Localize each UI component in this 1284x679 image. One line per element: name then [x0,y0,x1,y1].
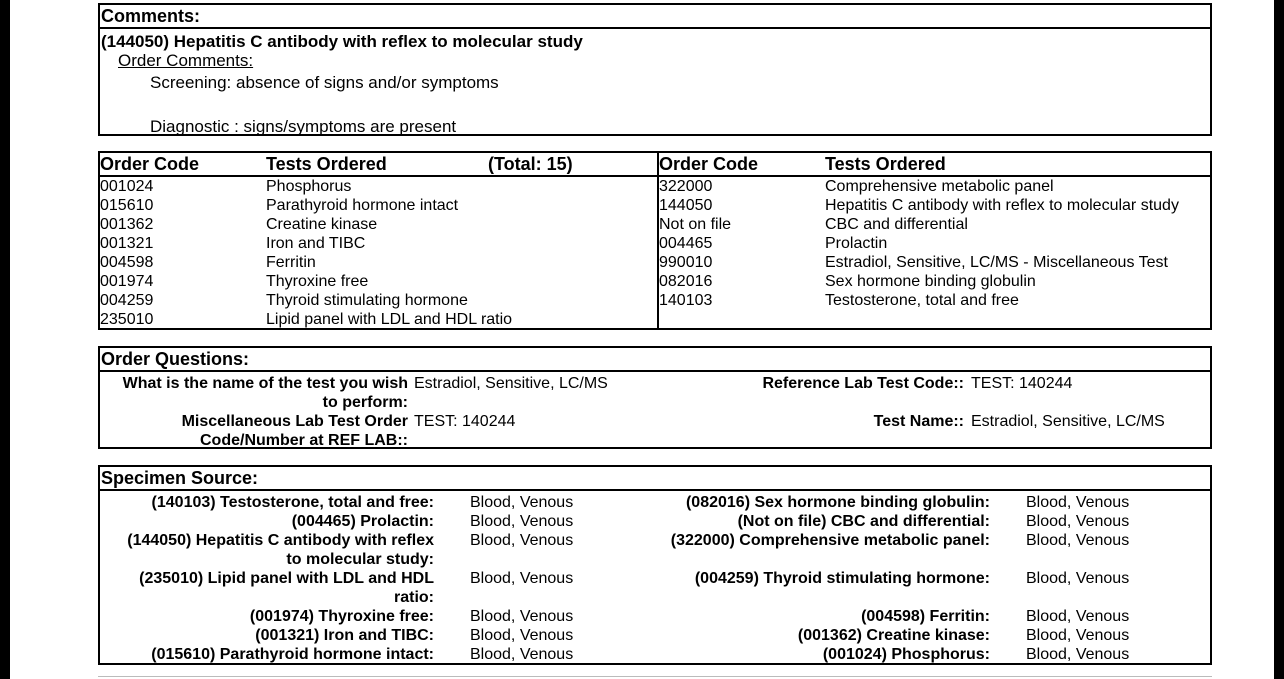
specimen-right-label: (004259) Thyroid stimulating hormone: [694,570,990,587]
specimen-left-value: Blood, Venous [470,627,574,644]
order-row [100,177,655,196]
order-row [100,234,655,253]
question-test-name-line1: What is the name of the test you wish [122,375,408,392]
right-order-code-header: Order Code [659,154,759,174]
order-row [659,196,1210,215]
order-code: 990010 [659,254,713,271]
order-code: 235010 [100,311,154,328]
specimen-left-label: (001321) Iron and TIBC: [255,627,434,644]
orders-table [98,151,1212,330]
specimen-left-label: (001974) Thyroxine free: [249,608,434,625]
comments-title: (144050) Hepatitis C antibody with reflex to molecular study [101,32,583,51]
specimen-right-label: (082016) Sex hormone binding globulin: [685,494,990,511]
question-test-name-short: Test Name:: [873,413,964,430]
answer-test-name: Estradiol, Sensitive, LC/MS [414,375,608,392]
order-row [659,272,1210,291]
order-test-name: Phosphorus [266,178,352,195]
order-test-name: Creatine kinase [266,216,378,233]
specimen-left-label-cont: ratio: [394,589,434,606]
order-questions-header: Order Questions: [100,348,1210,372]
order-test-name: Comprehensive metabolic panel [825,178,1054,195]
order-questions-section [98,346,1212,449]
order-test-name: Testosterone, total and free [825,292,1019,309]
order-test-name: Thyroid stimulating hormone [266,292,468,309]
specimen-left-value: Blood, Venous [470,532,574,549]
specimen-right-label: (Not on file) CBC and differential: [737,513,990,530]
order-row [659,177,1210,196]
order-comments-label: Order Comments: [118,51,254,70]
comments-section [98,3,1212,136]
order-row [659,253,1210,272]
left-order-list [100,177,655,329]
order-test-name: Lipid panel with LDL and HDL ratio [266,311,513,328]
specimen-source-header: Specimen Source: [100,467,1210,491]
page-bottom-rule [98,676,1212,677]
question-misc-order-line1: Miscellaneous Lab Test Order [181,413,408,430]
specimen-left-label: (140103) Testosterone, total and free: [151,494,434,511]
specimen-left-value: Blood, Venous [470,513,574,530]
specimen-left-value: Blood, Venous [470,646,574,663]
specimen-right-label: (004598) Ferritin: [861,608,990,625]
specimen-right-value: Blood, Venous [1026,513,1130,530]
specimen-right-label: (322000) Comprehensive metabolic panel: [670,532,990,549]
specimen-left-value: Blood, Venous [470,494,574,511]
order-test-name: Parathyroid hormone intact [266,197,459,214]
diagnostic-comment: Diagnostic : signs/symptoms are present [150,117,457,136]
specimen-left-label: (144050) Hepatitis C antibody with reflex [127,532,434,549]
answer-ref-lab-code: TEST: 140244 [971,375,1073,392]
order-test-name: Prolactin [825,235,888,252]
specimen-right-label: (001024) Phosphorus: [822,646,990,663]
order-code: 001024 [100,178,154,195]
order-code: 004465 [659,235,713,252]
order-code: 001974 [100,273,154,290]
order-code: 001362 [100,216,154,233]
left-screen-edge [0,0,10,679]
order-row [100,196,655,215]
order-test-name: Thyroxine free [266,273,369,290]
answer-misc-order: TEST: 140244 [414,413,516,430]
order-row [100,215,655,234]
order-row [659,291,1210,310]
specimen-right-value: Blood, Venous [1026,532,1130,549]
specimen-right-value: Blood, Venous [1026,646,1130,663]
order-code: Not on file [659,216,732,233]
order-code: 004598 [100,254,154,271]
orders-total: (Total: 15) [488,154,573,174]
order-test-name: Ferritin [266,254,316,271]
order-code: 004259 [100,292,154,309]
specimen-left-value: Blood, Venous [470,570,574,587]
specimen-left-label-cont: to molecular study: [286,551,434,568]
order-row [659,234,1210,253]
answer-test-name-short: Estradiol, Sensitive, LC/MS [971,413,1165,430]
specimen-right-value: Blood, Venous [1026,627,1130,644]
left-tests-ordered-header: Tests Ordered [266,154,387,174]
left-order-code-header: Order Code [100,154,200,174]
order-code: 001321 [100,235,154,252]
order-test-name: CBC and differential [825,216,968,233]
right-tests-ordered-header: Tests Ordered [825,154,946,174]
order-test-name: Iron and TIBC [266,235,366,252]
specimen-source-section [98,465,1212,665]
specimen-right-value: Blood, Venous [1026,494,1130,511]
order-code: 144050 [659,197,713,214]
right-screen-edge [1274,0,1284,679]
specimen-left-label: (235010) Lipid panel with LDL and HDL [139,570,434,587]
order-row [100,291,655,310]
specimen-right-value: Blood, Venous [1026,570,1130,587]
right-order-list [659,177,1210,310]
order-code: 015610 [100,197,154,214]
order-test-name: Hepatitis C antibody with reflex to molecular study [825,197,1179,214]
order-test-name: Estradiol, Sensitive, LC/MS - Miscellaneous Test [825,254,1168,271]
order-test-name: Sex hormone binding globulin [825,273,1036,290]
order-code: 322000 [659,178,713,195]
specimen-left-label: (015610) Parathyroid hormone intact: [151,646,434,663]
order-code: 140103 [659,292,713,309]
comments-header: Comments: [100,5,1210,29]
specimen-right-value: Blood, Venous [1026,608,1130,625]
specimen-left-value: Blood, Venous [470,608,574,625]
order-row [100,253,655,272]
question-test-name-line2: to perform: [322,394,408,411]
screening-comment: Screening: absence of signs and/or symptoms [150,73,499,92]
question-misc-order-line2: Code/Number at REF LAB:: [200,432,408,449]
specimen-right-label: (001362) Creatine kinase: [797,627,990,644]
order-row [659,215,1210,234]
order-row [100,272,655,291]
question-ref-lab-code: Reference Lab Test Code:: [762,375,964,392]
order-code: 082016 [659,273,713,290]
specimen-left-label: (004465) Prolactin: [291,513,434,530]
order-row [100,310,655,329]
